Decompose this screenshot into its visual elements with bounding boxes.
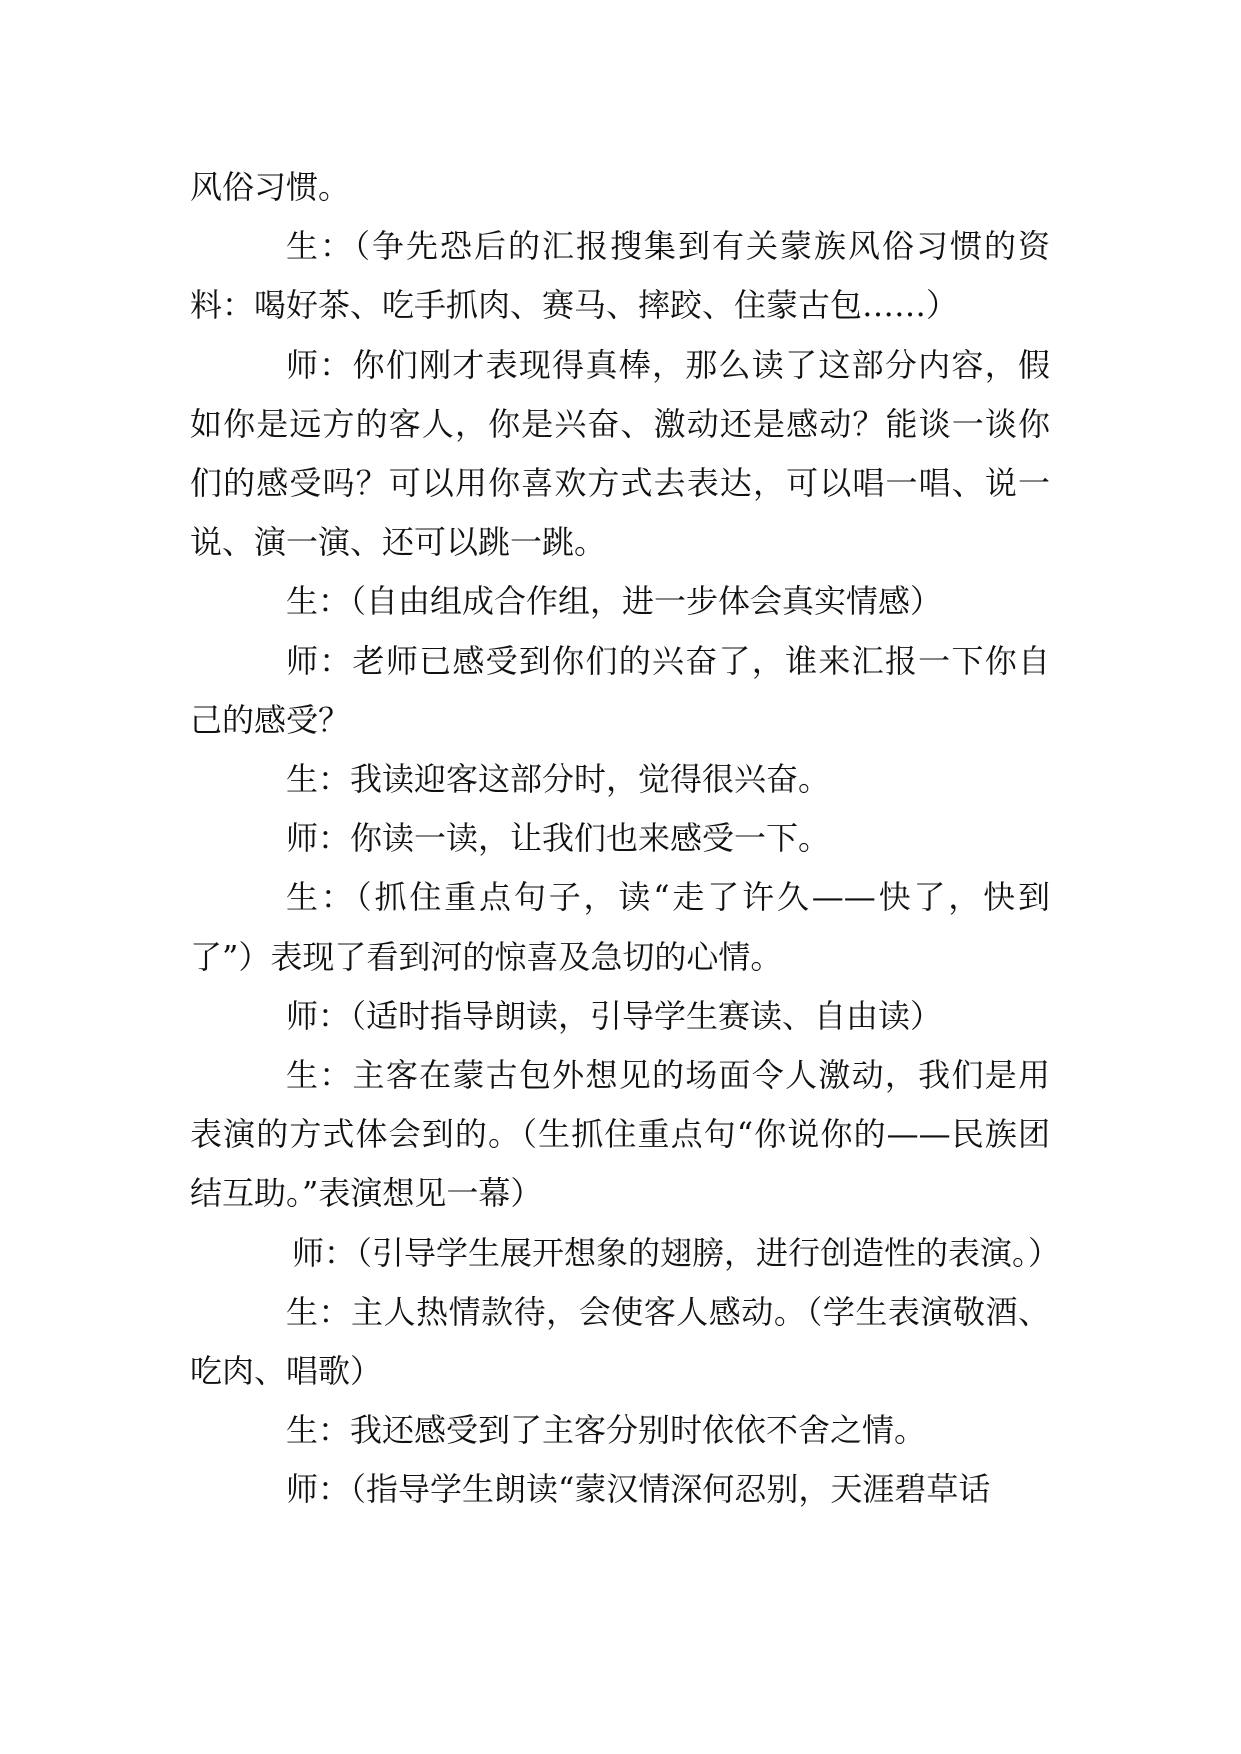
paragraph: 生：（抓住重点句子，读“走了许久——快了，快到了”）表现了看到河的惊喜及急切的心情。 <box>190 878 1050 976</box>
paragraph: 生：主人热情款待，会使客人感动。（学生表演敬酒、吃肉、唱歌） <box>190 1292 1050 1391</box>
paragraph: 生：主客在蒙古包外想见的场面令人激动，我们是用表演的方式体会到的。（生抓住重点句“你说你的——民族团结互助。”表演想见一幕） <box>190 1056 1050 1213</box>
paragraph: 师：（指导学生朗读“蒙汉情深何忍别，天涯碧草话 <box>286 1470 991 1509</box>
paragraph: 风俗习惯。 <box>190 168 351 206</box>
document-page <box>190 158 1061 1520</box>
paragraph: 师：（引导学生展开想象的翅膀，进行创造性的表演。） <box>292 1233 1061 1272</box>
paragraph: 师：你们刚才表现得真棒，那么读了这部分内容，假如你是远方的客人，你是兴奋、激动还是感动？能谈一谈你们的感受吗？可以用你喜欢方式去表达，可以唱一唱、说一说、演一演、还可以跳一跳。 <box>190 345 1050 562</box>
paragraph: 师：你读一读，让我们也来感受一下。 <box>286 819 831 858</box>
paragraph: 师：（适时指导朗读，引导学生赛读、自由读） <box>286 996 943 1035</box>
paragraph: 师：老师已感受到你们的兴奋了，谁来汇报一下你自己的感受？ <box>190 641 1050 739</box>
paragraph: 生：（自由组成合作组，进一步体会真实情感） <box>286 582 943 621</box>
paragraph: 生：（争先恐后的汇报搜集到有关蒙族风俗习惯的资料：喝好茶、吃手抓肉、赛马、摔跤、住蒙古包……） <box>190 227 1050 325</box>
paragraph: 生：我读迎客这部分时，觉得很兴奋。 <box>286 760 831 799</box>
paragraph: 生：我还感受到了主客分别时依依不舍之情。 <box>286 1411 927 1450</box>
